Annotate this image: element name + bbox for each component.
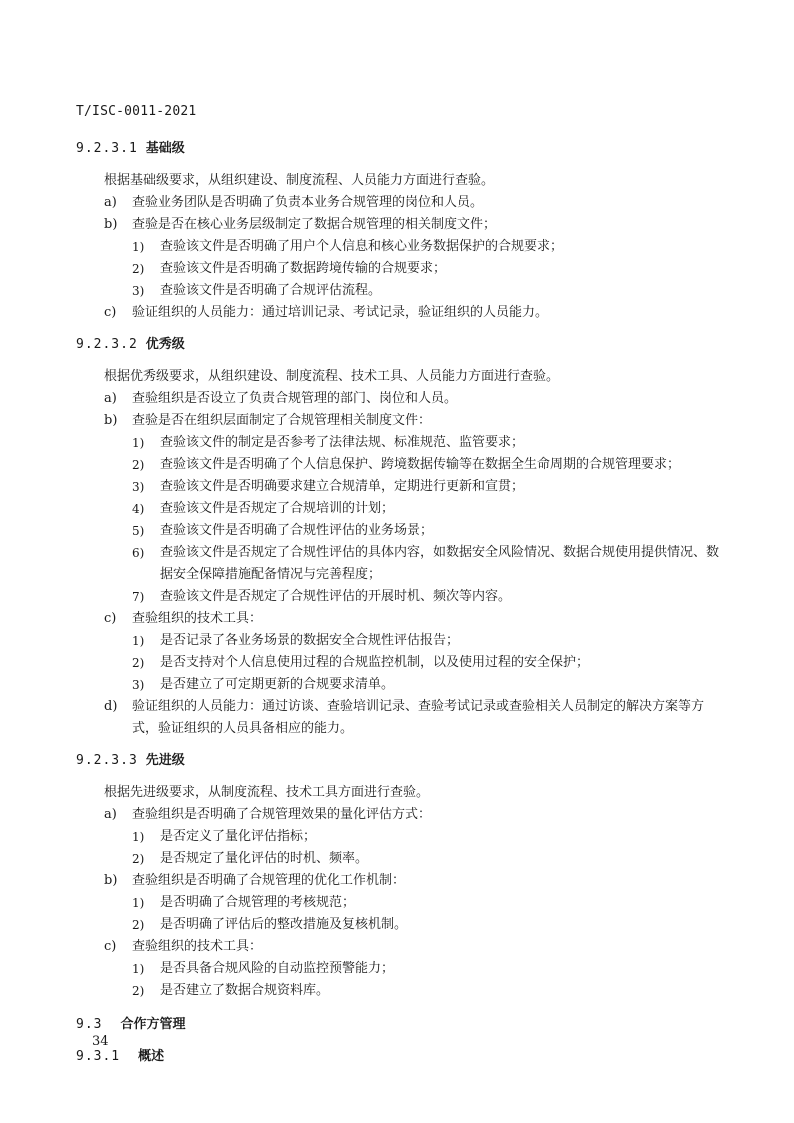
sub-list-marker: 3): [132, 284, 145, 298]
sub-list-text: 查验该文件的制定是否参考了法律法规、标准规范、监管要求；: [160, 435, 525, 450]
list-item: [76, 214, 726, 236]
sub-list-text: 查验该文件是否明确了个人信息保护、跨境数据传输等在数据全生命周期的合规管理要求；: [160, 457, 681, 472]
heading-title: 概述: [138, 1049, 165, 1064]
heading-title: 先进级: [145, 753, 185, 768]
sub-list-text: 查验该文件是否规定了合规性评估的开展时机、频次等内容。: [160, 589, 512, 604]
sub-list-item: [76, 652, 726, 674]
list-item: [76, 302, 726, 324]
sub-list-marker: 2): [132, 918, 145, 932]
paragraph: 根据基础级要求，从组织建设、制度流程、人员能力方面进行查验。: [104, 173, 495, 188]
sub-list-item: [76, 892, 726, 914]
sub-list-item: [76, 630, 726, 652]
sub-list-text: 是否记录了各业务场景的数据安全合规性评估报告；: [160, 633, 460, 648]
sub-list-marker: 7): [132, 590, 145, 604]
list-text: 查验组织是否明确了合规管理的优化工作机制：: [132, 873, 406, 888]
list-item: [76, 804, 726, 826]
sub-list-marker: 1): [132, 896, 145, 910]
list-item: [76, 192, 726, 214]
list-marker: c): [104, 939, 117, 954]
heading-number: 9.3.1: [76, 1049, 121, 1064]
sub-list-item: [76, 476, 726, 498]
list-marker: b): [104, 217, 118, 232]
heading-number: 9.2.3.2: [76, 337, 138, 352]
list-text: 验证组织的人员能力：通过培训记录、考试记录，验证组织的人员能力。: [132, 305, 549, 320]
sub-list-item: [76, 498, 726, 520]
heading-partner-management: [76, 1014, 726, 1036]
sub-list-text: 是否具备合规风险的自动监控预警能力；: [160, 961, 395, 976]
sub-list-item: [76, 980, 726, 1002]
list-marker: c): [104, 611, 117, 626]
list-text: 查验组织是否设立了负责合规管理的部门、岗位和人员。: [132, 391, 458, 406]
sub-list-text: 是否定义了量化评估指标；: [160, 829, 317, 844]
sub-list-text: 是否规定了量化评估的时机、频率。: [160, 851, 369, 866]
sub-list-item: [76, 848, 726, 870]
sub-list-item: [76, 914, 726, 936]
sub-list-marker: 3): [132, 678, 145, 692]
list-item: [76, 410, 726, 432]
heading-number: 9.3: [76, 1017, 103, 1032]
page-number: 34: [92, 1034, 109, 1049]
sub-list-text: 查验该文件是否明确要求建立合规清单，定期进行更新和宣贯；: [160, 479, 525, 494]
list-marker: d): [104, 699, 118, 714]
list-marker: c): [104, 305, 117, 320]
list-marker: b): [104, 873, 118, 888]
sub-list-item: [76, 236, 726, 258]
list-item: [76, 696, 726, 740]
heading-number: 9.2.3.1: [76, 141, 138, 156]
sub-list-text: 是否明确了合规管理的考核规范；: [160, 895, 356, 910]
sub-list-item: [76, 586, 726, 608]
list-marker: b): [104, 413, 118, 428]
sub-list-item: [76, 280, 726, 302]
list-marker: a): [104, 391, 117, 406]
sub-list-marker: 2): [132, 458, 145, 472]
sub-list-marker: 4): [132, 502, 145, 516]
list-item: [76, 608, 726, 630]
list-text: 查验是否在核心业务层级制定了数据合规管理的相关制度文件；: [132, 217, 497, 232]
list-marker: a): [104, 807, 117, 822]
list-text: 验证组织的人员能力：通过访谈、查验培训记录、查验考试记录或查验相关人员制定的解决方案等方式，验证组织的人员具备相应的能力。: [132, 699, 705, 736]
sub-list-item: [76, 826, 726, 848]
list-item: [76, 870, 726, 892]
list-text: 查验业务团队是否明确了负责本业务合规管理的岗位和人员。: [132, 195, 484, 210]
sub-list-marker: 1): [132, 962, 145, 976]
sub-list-marker: 2): [132, 852, 145, 866]
sub-list-item: [76, 958, 726, 980]
list-item: [76, 388, 726, 410]
paragraph: 根据先进级要求，从制度流程、技术工具方面进行查验。: [104, 785, 430, 800]
paragraph: 根据优秀级要求，从组织建设、制度流程、技术工具、人员能力方面进行查验。: [104, 369, 560, 384]
list-text: 查验组织的技术工具：: [132, 611, 263, 626]
sub-list-text: 是否支持对个人信息使用过程的合规监控机制，以及使用过程的安全保护；: [160, 655, 590, 670]
list-text: 查验组织是否明确了合规管理效果的量化评估方式：: [132, 807, 432, 822]
list-text: 查验组织的技术工具：: [132, 939, 263, 954]
heading-advanced-level: [76, 750, 726, 772]
sub-list-marker: 6): [132, 546, 145, 560]
sub-list-text: 是否建立了数据合规资料库。: [160, 983, 330, 998]
sub-list-text: 是否明确了评估后的整改措施及复核机制。: [160, 917, 408, 932]
sub-list-item: [76, 542, 726, 586]
sub-list-item: [76, 432, 726, 454]
list-marker: a): [104, 195, 117, 210]
sub-list-marker: 2): [132, 984, 145, 998]
sub-list-marker: 1): [132, 634, 145, 648]
heading-number: 9.2.3.3: [76, 753, 138, 768]
sub-list-item: [76, 520, 726, 542]
page-content: [76, 128, 726, 1078]
sub-list-item: [76, 454, 726, 476]
sub-list-marker: 2): [132, 262, 145, 276]
heading-overview: [76, 1046, 726, 1068]
sub-list-marker: 1): [132, 240, 145, 254]
sub-list-text: 查验该文件是否规定了合规性评估的具体内容，如数据安全风险情况、数据合规使用提供情况、数据安全保障措施配备情况与完善程度；: [160, 545, 720, 582]
sub-list-text: 查验该文件是否明确了合规性评估的业务场景；: [160, 523, 434, 538]
heading-title: 合作方管理: [120, 1017, 186, 1032]
sub-list-marker: 3): [132, 480, 145, 494]
heading-title: 基础级: [145, 141, 185, 156]
sub-list-marker: 1): [132, 830, 145, 844]
sub-list-item: [76, 258, 726, 280]
sub-list-marker: 5): [132, 524, 145, 538]
sub-list-marker: 2): [132, 656, 145, 670]
heading-excellent-level: [76, 334, 726, 356]
sub-list-text: 查验该文件是否明确了用户个人信息和核心业务数据保护的合规要求；: [160, 239, 564, 254]
list-text: 查验是否在组织层面制定了合规管理相关制度文件：: [132, 413, 432, 428]
list-item: [76, 936, 726, 958]
sub-list-item: [76, 674, 726, 696]
document-id: T/ISC-0011-2021: [76, 104, 197, 119]
heading-title: 优秀级: [145, 337, 185, 352]
sub-list-text: 查验该文件是否明确了数据跨境传输的合规要求；: [160, 261, 447, 276]
sub-list-text: 查验该文件是否明确了合规评估流程。: [160, 283, 382, 298]
sub-list-text: 是否建立了可定期更新的合规要求清单。: [160, 677, 395, 692]
heading-basic-level: [76, 138, 726, 160]
sub-list-marker: 1): [132, 436, 145, 450]
sub-list-text: 查验该文件是否规定了合规培训的计划；: [160, 501, 395, 516]
